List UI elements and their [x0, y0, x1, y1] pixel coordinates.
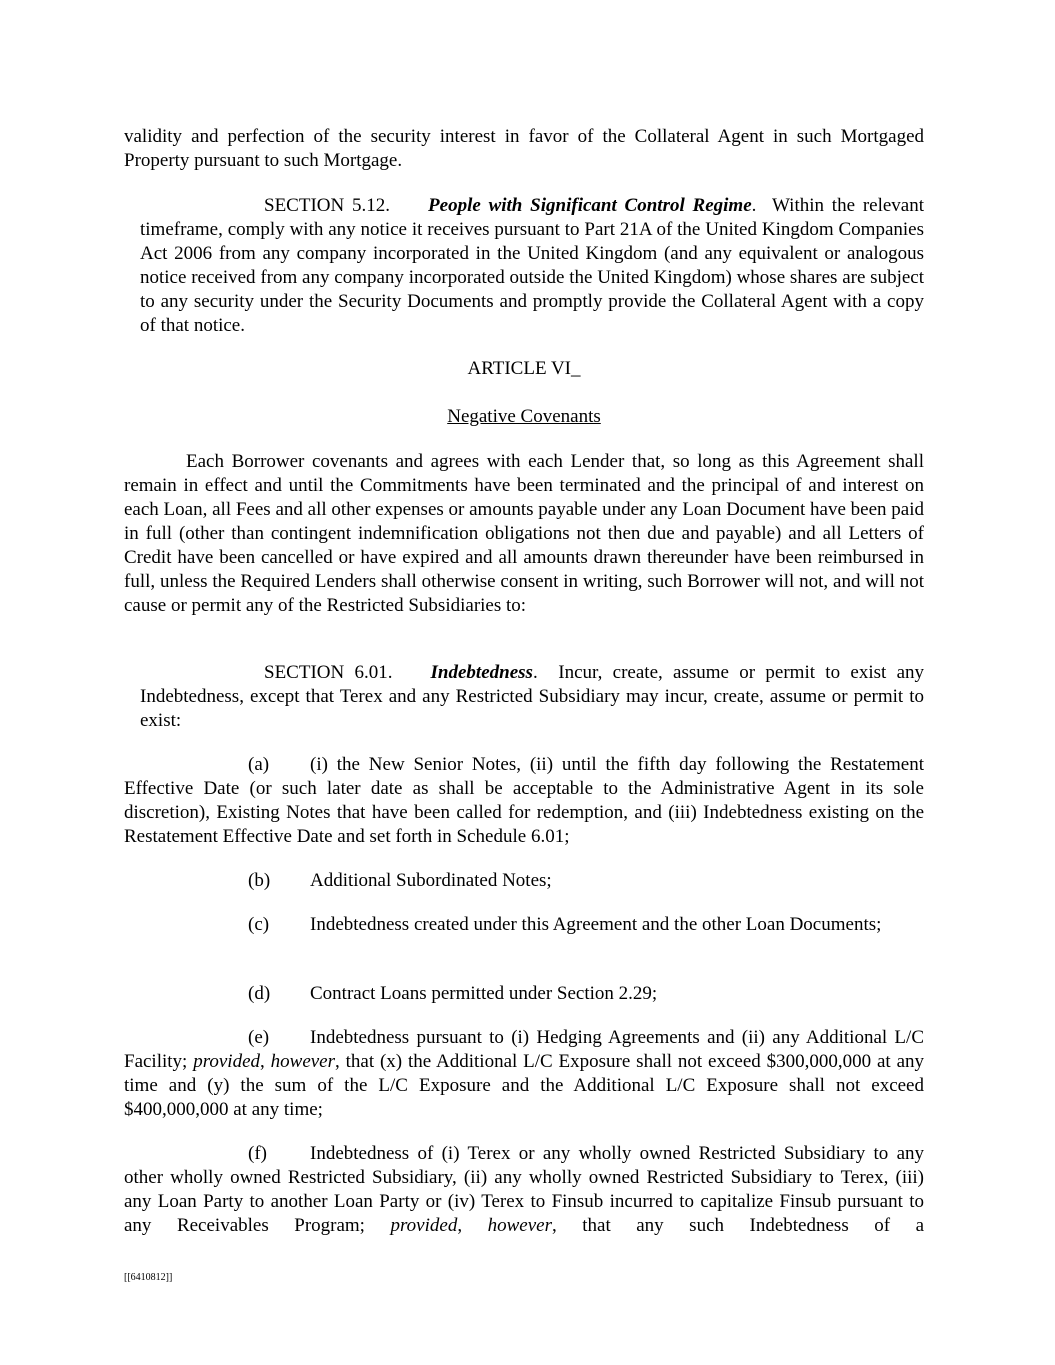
section-5-12-title: People with Significant Control Regime — [428, 195, 752, 216]
section-6-01-body: Incur, create, assume or permit to exist any Indebtedness, except that Terex and any Restricted Subsidiary may incur, create, assume or permit to exist: — [140, 662, 925, 731]
section-5-12-body: Within the relevant timeframe, comply with any notice it receives pursuant to Part 21A of the United Kingdom Companies Act 2006 from any company incorporated in the United Kingdom (and any equivalent or analogous notice received from any company incorporated outside the United Kingdom) whose shares are subject to any security under the Security Documents and promptly provide the Collateral Agent with a copy of that notice. — [140, 195, 925, 336]
section-6-01-paragraph: SECTION 6.01. Indebtedness. Incur, create, assume or permit to exist any Indebtedness, except that Terex and any Restricted Subsidiary may incur, create, assume or permit to exist: — [140, 662, 925, 731]
clause-d-paragraph — [124, 982, 924, 1006]
clause-f-provided: provided — [390, 1215, 458, 1236]
clause-b-label: (b) — [248, 870, 271, 891]
covenant-intro — [124, 450, 924, 618]
intro-text: validity and perfection of the security interest in favor of the Collateral Agent in such Mortgaged Property pursuant to such Mortgage. — [124, 126, 924, 171]
clause-e-label: (e) — [248, 1027, 270, 1048]
clause-a-paragraph — [124, 753, 924, 849]
clause-d-text: Contract Loans permitted under Section 2.29; — [310, 983, 658, 1004]
clause-e-text-1: Indebtedness pursuant to (i) Hedging Agreements and (ii) any Additional L/C Facility; — [124, 1027, 924, 1072]
clause-f-however: however — [487, 1215, 552, 1236]
section-6-01-title: Indebtedness — [430, 662, 533, 683]
clause-e-paragraph — [124, 1026, 924, 1122]
clause-f — [124, 1142, 924, 1238]
footer-doc-id: [[6410812]] — [124, 1272, 173, 1283]
section-5-12-number: SECTION 5.12. — [264, 195, 391, 216]
clause-e-provided: provided — [193, 1051, 261, 1072]
article-heading: ARTICLE VI_ — [467, 358, 581, 379]
clause-f-label: (f) — [248, 1143, 267, 1164]
clause-e-text-2: , that (x) the Additional L/C Exposure shall not exceed $300,000,000 at any time and (y) the sum of the L/C Exposure and the Additional L/C Exposure shall not exceed $400,000,000 at any time; — [124, 1051, 925, 1120]
clause-d — [124, 982, 924, 1006]
intro-paragraph — [124, 125, 924, 173]
clause-f-paragraph — [124, 1142, 924, 1238]
section-6-01-number: SECTION 6.01. — [264, 662, 393, 683]
clause-f-text-1: Indebtedness of (i) Terex or any wholly owned Restricted Subsidiary to any other wholly owned Restricted Subsidiary, (ii) any wholly owned Restricted Subsidiary to Terex, (iii) any Loan Party to another Loan Party or (iv) Terex to Finsub incurred to capitalize Finsub pursuant to any Receivables Program; — [124, 1143, 924, 1236]
clause-e-comma: , — [260, 1051, 265, 1072]
clause-e — [124, 1026, 924, 1122]
covenant-intro-text: Each Borrower covenants and agrees with each Lender that, so long as this Agreement shall remain in effect and until the Commitments have been terminated and the principal of and interest on each Loan, all Fees and all other expenses or amounts payable under any Loan Document have been paid in full (other than contingent indemnification obligations not then due and payable) and all Letters of Credit have been cancelled or have expired and all amounts drawn thereunder have been reimbursed in full, unless the Required Lenders shall otherwise consent in writing, such Borrower will not, and will not cause or permit any of the Restricted Subsidiaries to: — [124, 451, 924, 616]
clause-b — [124, 869, 924, 893]
clause-b-paragraph — [124, 869, 924, 893]
clause-d-label: (d) — [248, 983, 271, 1004]
clause-b-text: Additional Subordinated Notes; — [310, 870, 552, 891]
clause-f-text-2: , that any such Indebtedness of a — [551, 1215, 924, 1236]
article-subheading-wrap — [124, 405, 924, 429]
section-5-12 — [140, 194, 924, 338]
covenant-intro-paragraph — [124, 450, 924, 618]
clause-c-label: (c) — [248, 914, 270, 935]
clause-f-comma: , — [457, 1215, 463, 1236]
clause-e-however: however — [270, 1051, 336, 1072]
clause-a-label: (a) — [248, 754, 270, 775]
clause-a — [124, 753, 924, 849]
clause-c-text: Indebtedness created under this Agreement and the other Loan Documents; — [310, 914, 882, 935]
section-6-01 — [140, 661, 924, 733]
article-subheading: Negative Covenants — [447, 406, 601, 427]
clause-a-text: (i) the New Senior Notes, (ii) until the fifth day following the Restatement Effective Date (or such later date as shall be acceptable to the Administrative Agent in its sole discretion), Existing Notes that have been called for redemption, and (iii) Indebtedness existing on the Restatement Effective Date and set forth in Schedule 6.01; — [124, 754, 924, 847]
clause-c — [124, 913, 924, 937]
section-5-12-paragraph: SECTION 5.12. People with Significant Control Regime. Within the relevant timeframe, comply with any notice it receives pursuant to Part 21A of the United Kingdom Companies Act 2006 from any company incorporated in the United Kingdom (and any equivalent or analogous notice received from any company incorporated outside the United Kingdom) whose shares are subject to any security under the Security Documents and promptly provide the Collateral Agent with a copy of that notice. — [140, 195, 925, 336]
clause-c-paragraph — [124, 913, 924, 937]
